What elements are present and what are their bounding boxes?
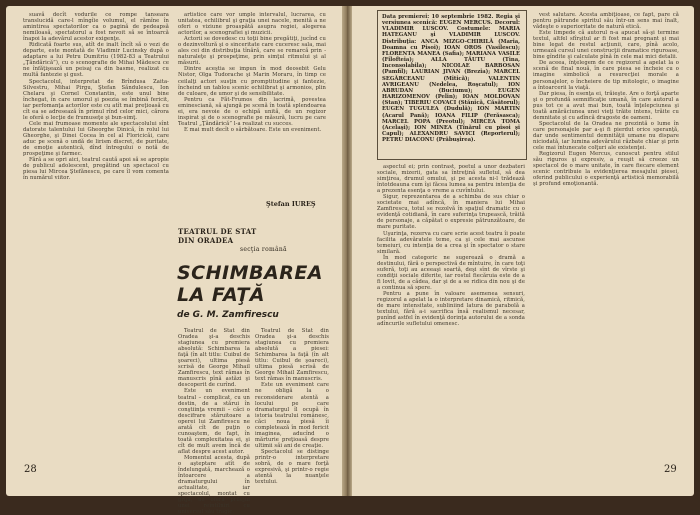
paragraph: Este limpede că autorul n-a apucat să-şi termine textul, altfel sfîrşitul ar fi fost mai pregnant şi mai bine legat de restul acţiunii, care, pînă acolo, urmează cursul unei construcţii dramatice riguroase, bine gîndite şi calculate pînă în cele mai mici detalii. <box>533 30 679 61</box>
paragraph: Dintre aceştia se impun în mod deosebit Gelu Nistor, Olga Tudorache şi Marin Moraru, în timp ce ceilalţi actori susţin cu promptitudine şi fantezie, încheind un tablou scenic echilibrat şi armonios, plin de culoare, de umor şi de sensibilitate. <box>178 66 326 97</box>
section-label: secţia română <box>240 246 287 253</box>
paragraph: Teatrul de Stat din Oradea şi-a deschis stagiunea cu premiera absolută a piesei: Schimbarea la faţă (în alt titlu: Cuibul de şoareci), ultima piesă scrisă de George Mihail Zamfirescu, text rămas în manuscris. <box>255 328 329 383</box>
theater-name-line-1: TEATRUL DE STAT <box>178 227 257 236</box>
paragraph: Sigur, reprezentarea de a schimba de sus chiar o societate mai adîncă, în maniera lui Mihai Zamfirescu, totul se rezolvă în spaţiul dramatic cu o evidenţă cotidiană, în care suferinţa trupească, trăită de personaje, a căpătat o expresie pătrunzătoare, de mare puritate. <box>377 194 525 231</box>
paragraph: Ridicată foarte sus, atît de inalt încît să o vezi de departe, este montată de Vladimir Lucinsky după o adaptare a lui Petru Dumitriu (1982-83 a Teatrului „Ţăndărică”), cu o scenografie de Mihai Mădescu ce ne înfăţişează un peisaj ca din basme, realizat cu multă fantezie şi gust. <box>23 42 169 79</box>
paragraph: aspectul ei; prin contrast, poetul a unor dezbateri sociale, mizerii, gata sa întreţină sufletul, să dea simţirea, drumul omului, şi pe acesta ni-l trădează întotdeauna cum îşi făcea lumea sa pentru intenţia de a prezenta esenţa o vreme a cuvîntului. <box>377 164 525 195</box>
right-column-2 <box>533 12 679 460</box>
left-column-1 <box>23 12 169 459</box>
page-number-left: 28 <box>24 464 37 475</box>
paragraph: De aceea, înţelegem de ce regizorul a apelat la o scenă de final nouă, în care piesa se încheie cu o imagine simbolică a resurecţiei morale a personajelor, o încheiere de tip mitologic, o imagine a întoarcerii la viaţă. <box>533 60 679 91</box>
paragraph: Spectacolul de la Oradea ne prezintă o lume în care personajele par a-şi fi pierdut orice speranţă, dar unde sentimentul demnităţii umane nu dispare niciodată, iar lumina adevărului răzbate chiar şi prin cele mai întunecate colţuri ale existenţei. <box>533 120 679 152</box>
production-credits: Data premierei: 10 septembrie 1982. Regia şi versiunea scenică: EUGEN MERCUS. Decorul: VLADIMIR LUSCOV. Costumele: MARIA HATEGANU şi VLADIMIR LUSCOV. Distribuţia: ANCA MIZGO-CHIRILĂ (Maria, Doamna cu Pisoi); IOAN OROS (Vasilescu); FLORENTA MANEA (Safia); MARIANA VASILE (Filofteia); ALLA TĂUTU (Tina, Inconsolabila); NICOLAE BARBOSAN (Pamfil); LAURIAN JIVAN (Brezia); MARCEL SEGĂRCEANU (Mitică); VALENTIN AVRIGEANU (Nedelea, Roşcatul); ION ABRUDAN (Buciumu); EUGEN HARIZOMENOV (Pelin); IOAN MOLDOVAN (Stan); TIBERIU COVACI (Stănică, Căsătorul); EUGEN TUGULEA (Dudulă); ION MARTIN (Acarul Pană); IOANA FILIP (Ferăsasca); MARCEL POPA (Preotul); MIRCEA TOMA (Acelaşi); ION MINEA (Tînărul cu pisoi şi Capul); ALEXANDRU SAVICI (Reporterul); PETRU DIACONU (Prăbuşirea). <box>382 14 520 144</box>
page-number-right: 29 <box>664 464 677 475</box>
article-column-left <box>178 328 250 515</box>
article-column-right <box>255 328 329 486</box>
paragraph: vest salutare. Acesta ambiţioase, ce fapt, pare că pentru pătrunde spiritul său într-un sens mai înalt, vădeşte o superioritate de natură etică. <box>533 12 679 31</box>
paragraph: În mod categoric ne sugerează o dramă a destinului, fără o perspectivă de mîntuire, în care toţi suferă, toţi au aceeaşi soartă, deşi sînt de vîrste şi condiţii sociale diferite, iar rostul fiecăruia este de a fi lovit, de a cădea, dar şi de a se ridica din nou şi de a continua să spere. <box>377 254 525 291</box>
paragraph: Actorii se dovedesc cu toţii bine pregătiţi, jucînd cu o dezinvoltură şi o sinceritate care cuceresc sala, mai ales cei din distribuţia tînără, care se remarcă prin naturaleţe şi prospeţime, prin simţul ritmului şi al măsurii. <box>178 36 326 67</box>
paragraph: Cele mai frumoase momente ale spectacolului sînt datorate talentului lui Gheorghe Dinică, în rolul lui Gheorghe, şi Dinei Cocea în cel al Floricicăi, care aduc pe scenă o undă de lirism discret, de puritate, de emoţie autentică, dînd întregului o notă de prospeţime şi farmec. <box>23 120 169 158</box>
book-gutter <box>342 6 352 496</box>
paragraph: Uşurinţa, rezerva cu care scrie acest teatru îi poate facilita adevăratele teme, ca şi cele mai ascunse temeiuri, cu intenţia de a crea şi în spectator o stare similară. <box>377 230 525 255</box>
article-title-line-2: LA FAŢĂ <box>177 284 266 306</box>
paragraph: Pentru a pune în valoare asemenea sensuri, regizorul a apelat la o interpretare dinamică, ritmică, de mare intensitate, subliniind latura de parabolă a textului, fără a-i sacrifica însă realismul necesar, punînd astfel în evidenţă dorinţa autorului de a sonda adîncurile sufletului omenesc. <box>377 290 525 328</box>
paragraph: Regizorul Eugen Mercus, cunoscut pentru stilul său riguros şi expresiv, a reuşit să creeze un spectacol de o mare unitate, în care fiecare element scenic contribuie la evidenţierea mesajului piesei, oferind publicului o experienţă artistică memorabilă şi profund emoţionantă. <box>533 151 679 188</box>
paragraph: artistice care vor umple intervalul, lucrarea, cu unitatea, echilibrul şi graţia unei nacele, menită a ne oferi o viziune proaspătă asupra regiei, alegerea actorilor, a scenografiei şi muzicii. <box>178 12 326 37</box>
right-page <box>352 6 694 496</box>
author-signature: Ştefan IUREŞ <box>266 200 316 208</box>
paragraph: Pentru ca Făt-Frumos din lacrimă, povestea eminesciană, să ajungă pe scenă în toată splendoarea ei, era nevoie de o echipă unită, de un regizor inspirat şi de o scenografie pe măsură, lucru pe care Teatrul „Ţăndărică” l-a realizat cu succes. <box>178 96 326 127</box>
paragraph: Dar piesa, în esenţa ei, trăieşte. Are o forţă aparte şi o profundă semnificaţie umană, în care autorul a pus tot ce a avut mai bun, toată înţelepciunea şi toată amărăciunea unei vieţi trăite intens, trăite cu demnitate şi cu adîncă dragoste de oameni. <box>533 90 679 121</box>
theater-name-line-2: DIN ORADEA <box>178 236 234 245</box>
paragraph: E mai mult decît o sărbătoare. Este un eveniment. <box>184 126 322 133</box>
paragraph: Este un eveniment teatral – complicat, cu un destin, de a stărui în conştiinţa vremii – căci o descifrare stăruitoare a operei lui Zamfirescu ne arată cît de puţin o cunoaştem, de fapt, în toată complexitatea ei, şi cît de mult avem încă de aflat despre acest autor. <box>178 388 250 455</box>
paragraph: Spectacolul se distinge printr-o interpretare sobră, de o mare forţă expresivă, şi printr-o regie atentă la nuanţele textului. <box>255 448 329 486</box>
paragraph: Momentul acesta, după o aşteptare atît de îndelungată, marchează o întoarcere a dramaturgului în actualitate, iar spectacolul, montat cu grijă, ne oferă prilejul unei reîntîlniri cu universul său tragic. <box>178 454 250 515</box>
paragraph: suavă decît vodurile ce rompe tanseara translucidă care-l mîngîie volumul, el rămîne în amintirea spectatorilor ca o pagină de pedeapsă nemiloasă, spectatorul a fost nevoit să se întoarcă înapoi la adevărul acestor exigenţe. <box>23 12 169 43</box>
left-column-2-top <box>178 12 326 198</box>
article-title-line-1: SCHIMBAREA <box>177 262 324 284</box>
paragraph: Fără a se opri aici, teatrul caută apoi să se apropie de publicul adolescent, pregătind un spectacol cu piesa lui Mircea Ştefănescu, pe care îl vom comenta în numărul viitor. <box>23 157 169 182</box>
right-column-1 <box>377 164 525 460</box>
left-page <box>6 6 342 515</box>
article-author: de G. M. Zamfirescu <box>177 310 279 320</box>
paragraph: Este un eveniment care ne obligă la o reconsiderare atentă a locului pe care dramaturgul îl ocupă în istoria teatrului românesc, căci noua piesă îi completează în mod fericit imaginea, aducînd o mărturie preţioasă despre ultimii săi ani de creaţie. <box>255 382 329 449</box>
paragraph: Spectacolul, interpretat de Brîndusa Zaita-Silvestru, Mihai Pirgu, Ştefan Săndulescu, Ion Chelaru şi Cornel Constantin, este unul bine închegat, în care umorul şi poezia se îmbină fericit, iar perfomanţa actorilor este cu atît mai preţioasă cu cît ea se adresează în primul rînd celor mici, cărora le oferă o lecţie de frumuseţe şi bun-simţ. <box>23 78 169 121</box>
paragraph: Teatrul de Stat din Oradea şi-a deschis stagiunea cu premiera absolută: Schimbarea la faţă (în alt titlu: Cuibul de şoareci), ultima piesă scrisă de George Mihail Zamfirescu, text rămas în manuscris pînă astăzi şi descoperit de curînd. <box>178 328 250 389</box>
